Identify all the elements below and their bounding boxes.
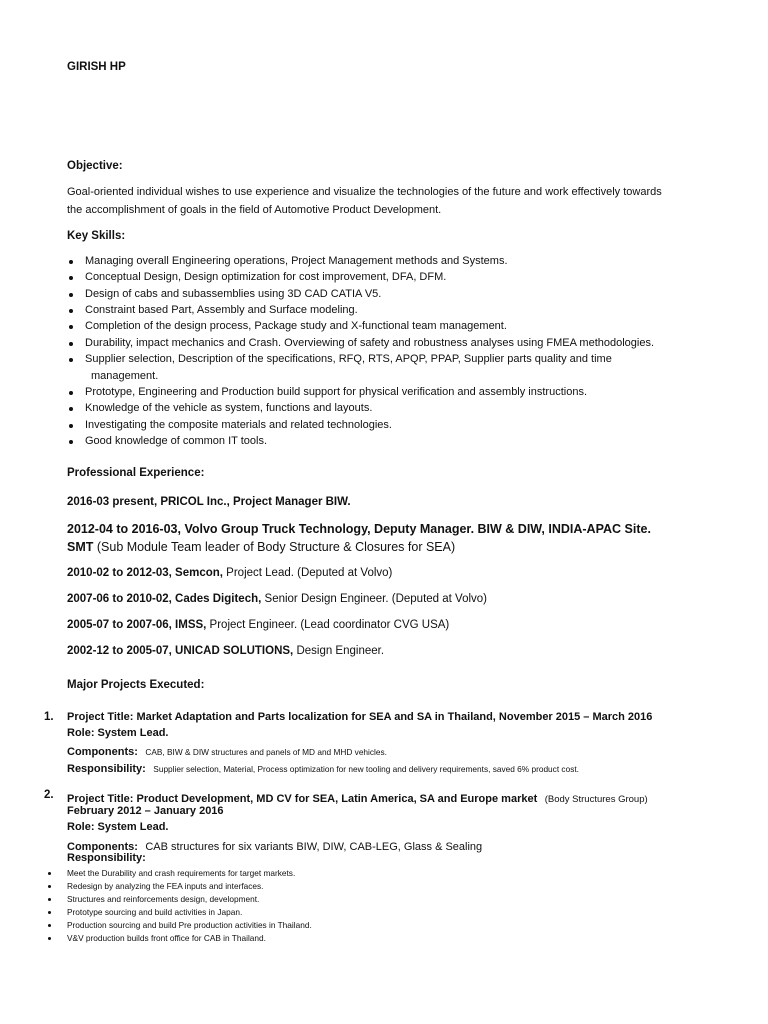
bullet-icon (69, 424, 73, 428)
skill-item: Design of cabs and subassemblies using 3D CAD CATIA V5. (85, 288, 382, 300)
experience-company: 2002-12 to 2005-07, UNICAD SOLUTIONS, (67, 645, 294, 657)
responsibility-item: Production sourcing and build Pre production activities in Thailand. (67, 920, 312, 930)
bullet-icon (69, 391, 73, 395)
experience-company: 2007-06 to 2010-02, Cades Digitech, (67, 593, 262, 605)
responsibility-item: Structures and reinforcements design, development. (67, 894, 260, 904)
experience-entry (67, 645, 384, 657)
bullet-icon (48, 937, 51, 940)
project-role: Role: System Lead. (67, 727, 169, 739)
objective-heading: Objective: (67, 160, 123, 172)
bullet-icon (48, 898, 51, 901)
bullet-icon (69, 407, 73, 411)
bullet-icon (48, 872, 51, 875)
projects-heading: Major Projects Executed: (67, 679, 205, 691)
skill-item: Conceptual Design, Design optimization for cost improvement, DFA, DFM. (85, 271, 447, 283)
experience-role: Design Engineer. (293, 645, 385, 657)
bullet-icon (48, 911, 51, 914)
bullet-icon (69, 358, 73, 362)
responsibility-item: Meet the Durability and crash requirements for target markets. (67, 868, 296, 878)
bullet-icon (69, 342, 73, 346)
experience-entry: 2016-03 present, PRICOL Inc., Project Manager BIW. (67, 496, 351, 508)
experience-company: 2010-02 to 2012-03, Semcon, (67, 567, 223, 579)
project-dates: February 2012 – January 2016 (67, 805, 224, 817)
skill-item-continuation: management. (91, 370, 159, 382)
experience-role: Project Lead. (Deputed at Volvo) (222, 567, 393, 579)
bullet-icon (48, 924, 51, 927)
bullet-icon (69, 276, 73, 280)
project-components (67, 742, 387, 760)
experience-heading: Professional Experience: (67, 467, 205, 479)
project-title: Project Title: Market Adaptation and Parts localization for SEA and SA in Thailand, November 2015 – March 2016 (67, 711, 653, 723)
project-title: Project Title: Product Development, MD CV for SEA, Latin America, SA and Europe market (67, 793, 538, 805)
skill-item: Managing overall Engineering operations, Project Management methods and Systems. (85, 255, 508, 267)
project-number: 1. (44, 711, 54, 723)
experience-entry (67, 567, 392, 579)
experience-role: Senior Design Engineer. (Deputed at Volvo) (261, 593, 487, 605)
responsibility-item: Redesign by analyzing the FEA inputs and interfaces. (67, 881, 264, 891)
skill-item: Good knowledge of common IT tools. (85, 435, 268, 447)
components-value: CAB, BIW & DIW structures and panels of MD and MHD vehicles. (145, 747, 387, 757)
key-skills-heading: Key Skills: (67, 230, 126, 242)
smt-description: (Sub Module Team leader of Body Structure & Closures for SEA) (93, 540, 456, 554)
project-number: 2. (44, 789, 54, 801)
components-label: Components: (67, 841, 138, 853)
responsibility-item: Prototype sourcing and build activities in Japan. (67, 907, 243, 917)
experience-entry (67, 619, 449, 631)
responsibility-item: V&V production builds front office for CAB in Thailand. (67, 933, 266, 943)
responsibility-value: Supplier selection, Material, Process optimization for new tooling and delivery requirements, saved 6% product cost. (153, 764, 579, 774)
objective-line-1: Goal-oriented individual wishes to use experience and visualize the technologies of the future and work effectively towards (67, 186, 662, 198)
smt-label: SMT (67, 540, 94, 554)
bullet-icon (69, 325, 73, 329)
skill-item: Completion of the design process, Package study and X-functional team management. (85, 320, 507, 332)
responsibility-label: Responsibility: (67, 852, 146, 864)
bullet-icon (48, 885, 51, 888)
responsibility-label: Responsibility: (67, 763, 146, 775)
candidate-name: GIRISH HP (67, 61, 126, 73)
experience-company: 2005-07 to 2007-06, IMSS, (67, 619, 207, 631)
skill-item: Constraint based Part, Assembly and Surface modeling. (85, 304, 358, 316)
skill-item: Investigating the composite materials and related technologies. (85, 419, 392, 431)
objective-line-2: the accomplishment of goals in the field of Automotive Product Development. (67, 204, 442, 216)
project-title-note: (Body Structures Group) (544, 794, 648, 805)
project-role: Role: System Lead. (67, 821, 169, 833)
skill-item: Prototype, Engineering and Production build support for physical verification and assembly instructions. (85, 386, 587, 398)
bullet-icon (69, 440, 73, 444)
project-responsibility (67, 759, 579, 777)
experience-role: Project Engineer. (Lead coordinator CVG USA) (206, 619, 450, 631)
components-value: CAB structures for six variants BIW, DIW, CAB-LEG, Glass & Sealing (145, 841, 483, 853)
bullet-icon (69, 260, 73, 264)
experience-entry-detail (67, 540, 455, 554)
components-label: Components: (67, 746, 138, 758)
skill-item: Supplier selection, Description of the specifications, RFQ, RTS, APQP, PPAP, Supplier parts quality and time (85, 353, 612, 365)
bullet-icon (69, 309, 73, 313)
skill-item: Knowledge of the vehicle as system, functions and layouts. (85, 402, 373, 414)
experience-entry: 2012-04 to 2016-03, Volvo Group Truck Technology, Deputy Manager. BIW & DIW, INDIA-APAC Site. (67, 522, 651, 536)
bullet-icon (69, 293, 73, 297)
experience-entry (67, 593, 487, 605)
skill-item: Durability, impact mechanics and Crash. Overviewing of safety and robustness analyses using FMEA methodologies. (85, 337, 655, 349)
